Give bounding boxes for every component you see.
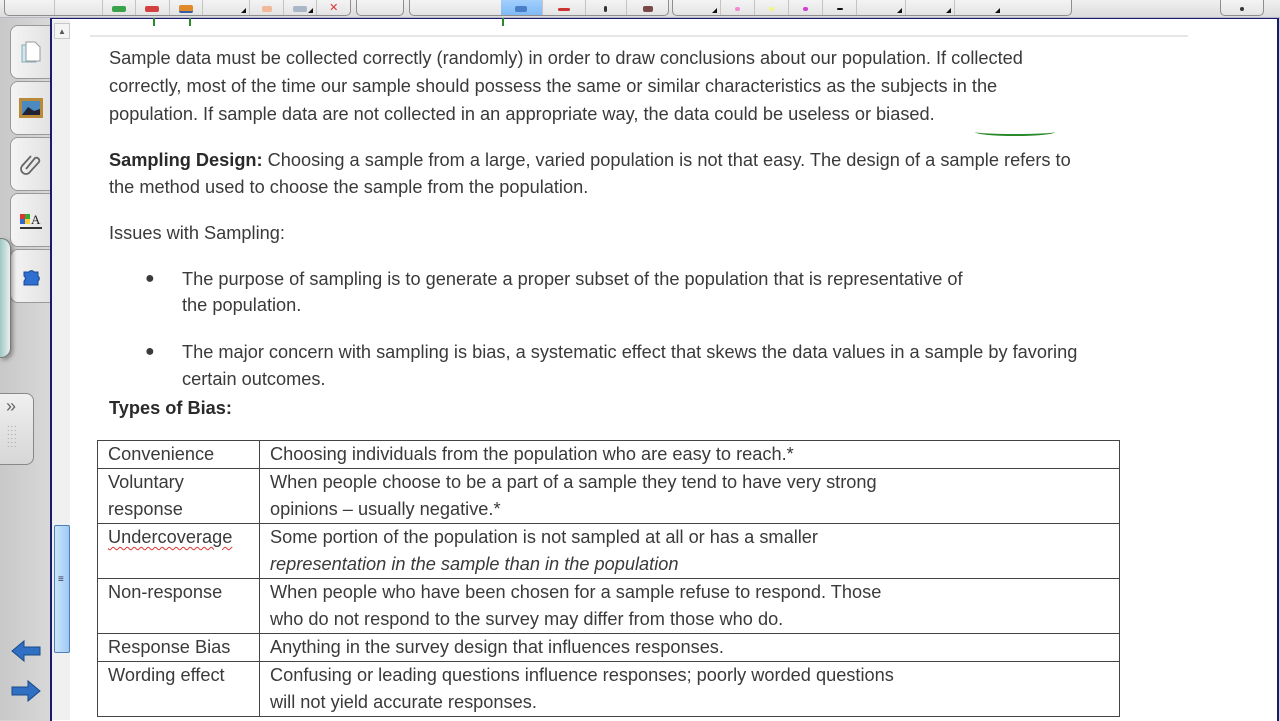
bias-definition: When people who have been chosen for a sample refuse to respond. Those who do not respond to the survey may differ from those who do. xyxy=(260,579,1120,634)
spellcheck-flagged-word[interactable]: Undercoverage xyxy=(108,527,233,547)
issues-heading: Issues with Sampling: xyxy=(109,223,285,243)
clear-icon[interactable]: ✕ xyxy=(329,1,339,14)
svg-text:A: A xyxy=(31,212,41,227)
table-row xyxy=(98,579,1120,634)
ink-stroke xyxy=(153,18,155,26)
sampling-design-label: Sampling Design: xyxy=(109,150,263,170)
toolbar-button[interactable] xyxy=(55,0,102,15)
bias-term: Response Bias xyxy=(98,634,260,662)
bias-types-table xyxy=(97,440,1120,717)
text-properties-icon xyxy=(18,208,44,232)
picture-icon xyxy=(18,97,44,119)
bias-term: Non-response xyxy=(98,579,260,634)
side-panel-handle[interactable] xyxy=(0,238,11,358)
tab-properties[interactable] xyxy=(10,193,51,247)
next-page-arrow-icon[interactable] xyxy=(10,678,42,704)
vertical-scrollbar[interactable] xyxy=(52,20,70,720)
cut-icon[interactable] xyxy=(250,0,284,15)
intro-line: Sample data must be collected correctly (randomly) in order to draw conclusions about our population. If collected xyxy=(109,48,1023,68)
collapse-sidebar-button[interactable] xyxy=(0,393,34,465)
bias-term: Voluntary response xyxy=(98,469,260,524)
tab-attachments[interactable] xyxy=(10,137,51,191)
table-icon[interactable] xyxy=(284,0,318,15)
toolbar-format-group xyxy=(672,0,1072,16)
bullet-text: certain outcomes. xyxy=(182,369,326,389)
bullet-text: the population. xyxy=(182,295,302,315)
bias-definition: Anything in the survey design that influences responses. xyxy=(260,634,1120,662)
toolbar-button[interactable] xyxy=(357,0,403,15)
eraser-icon[interactable] xyxy=(586,0,628,15)
bias-term: Convenience xyxy=(98,441,260,469)
paperclip-icon xyxy=(19,152,43,176)
bullet-icon: ● xyxy=(145,270,155,287)
bias-definition: Some portion of the population is not sampled at all or has a smaller representation in the sample than in the population xyxy=(260,524,1120,579)
bias-term xyxy=(98,524,260,579)
sampling-design-line: the method used to choose the sample from the population. xyxy=(109,177,589,197)
toolbar-tools-group xyxy=(409,0,669,16)
grip-icon: ::: ::: ::: xyxy=(7,423,18,449)
bias-definition: Confusing or leading questions influence responses; poorly worded questions will not yield accurate responses. xyxy=(260,662,1120,717)
toolbar-dropdown[interactable] xyxy=(857,0,906,15)
table-row xyxy=(98,469,1120,524)
bias-term: Wording effect xyxy=(98,662,260,717)
color-pink-swatch[interactable] xyxy=(721,0,755,15)
page-top-rule xyxy=(90,35,1188,37)
tab-add-ons[interactable] xyxy=(10,249,51,303)
line-style-icon[interactable] xyxy=(823,0,857,15)
table-row xyxy=(98,634,1120,662)
table-row xyxy=(98,662,1120,717)
intro-line: population. If sample data are not collected in an appropriate way, the data could be useless or biased. xyxy=(109,104,935,124)
grip-icon: ≡ xyxy=(58,574,64,585)
bias-definition: When people choose to be a part of a sample they tend to have very strong opinions – usually negative.* xyxy=(260,469,1120,524)
ink-stroke xyxy=(502,18,504,26)
insert-page-icon[interactable] xyxy=(103,0,137,15)
page-icon xyxy=(20,40,42,64)
ink-stroke xyxy=(189,18,191,26)
bullet-icon: ● xyxy=(145,343,155,360)
scroll-thumb[interactable] xyxy=(54,525,70,653)
bullet-text: The purpose of sampling is to generate a proper subset of the population that is representative of xyxy=(182,269,963,289)
previous-page-arrow-icon[interactable] xyxy=(10,638,42,664)
color-magenta-swatch[interactable] xyxy=(789,0,823,15)
toolbar-dropdown[interactable] xyxy=(203,0,250,15)
screen-shade-icon[interactable] xyxy=(170,0,204,15)
tab-page-sorter[interactable] xyxy=(10,25,51,79)
toolbar-dropdown[interactable] xyxy=(906,0,955,15)
toolbar-edit-group xyxy=(4,0,351,16)
toolbar-dropdown[interactable] xyxy=(673,0,721,15)
toolbar-dropdown[interactable] xyxy=(955,0,1003,15)
table-row xyxy=(98,524,1120,579)
color-yellow-swatch[interactable] xyxy=(755,0,789,15)
more-icon[interactable] xyxy=(1221,0,1263,15)
intro-line: correctly, most of the time our sample should possess the same or similar characteristics as the subjects in the xyxy=(109,76,998,96)
delete-page-icon[interactable] xyxy=(136,0,170,15)
types-of-bias-heading: Types of Bias: xyxy=(109,398,232,418)
toolbar xyxy=(0,0,1280,18)
toolbar-end-group xyxy=(1220,0,1264,16)
chevron-up-icon: ▲ xyxy=(58,26,66,36)
toolbar-button[interactable] xyxy=(5,0,55,15)
tab-gallery[interactable] xyxy=(10,81,51,135)
toolbar-view-group xyxy=(356,0,404,16)
bullet-text: The major concern with sampling is bias, a systematic effect that skews the data values in a sample by favoring xyxy=(182,342,1078,362)
side-tab-bar xyxy=(0,18,50,720)
sampling-design-paragraph: Sampling Design: Choosing a sample from a large, varied population is not that easy. The design of a sample refers to xyxy=(109,150,1071,170)
fill-icon[interactable] xyxy=(627,0,668,15)
pen-icon[interactable] xyxy=(543,0,586,15)
table-row xyxy=(98,441,1120,469)
ink-underline xyxy=(975,128,1055,136)
scroll-up-button[interactable] xyxy=(54,23,70,39)
bias-definition: Choosing individuals from the population who are easy to reach.* xyxy=(260,441,1120,469)
double-chevron-icon: » xyxy=(6,396,17,416)
puzzle-icon xyxy=(18,264,44,288)
select-tool-icon[interactable] xyxy=(501,0,543,15)
